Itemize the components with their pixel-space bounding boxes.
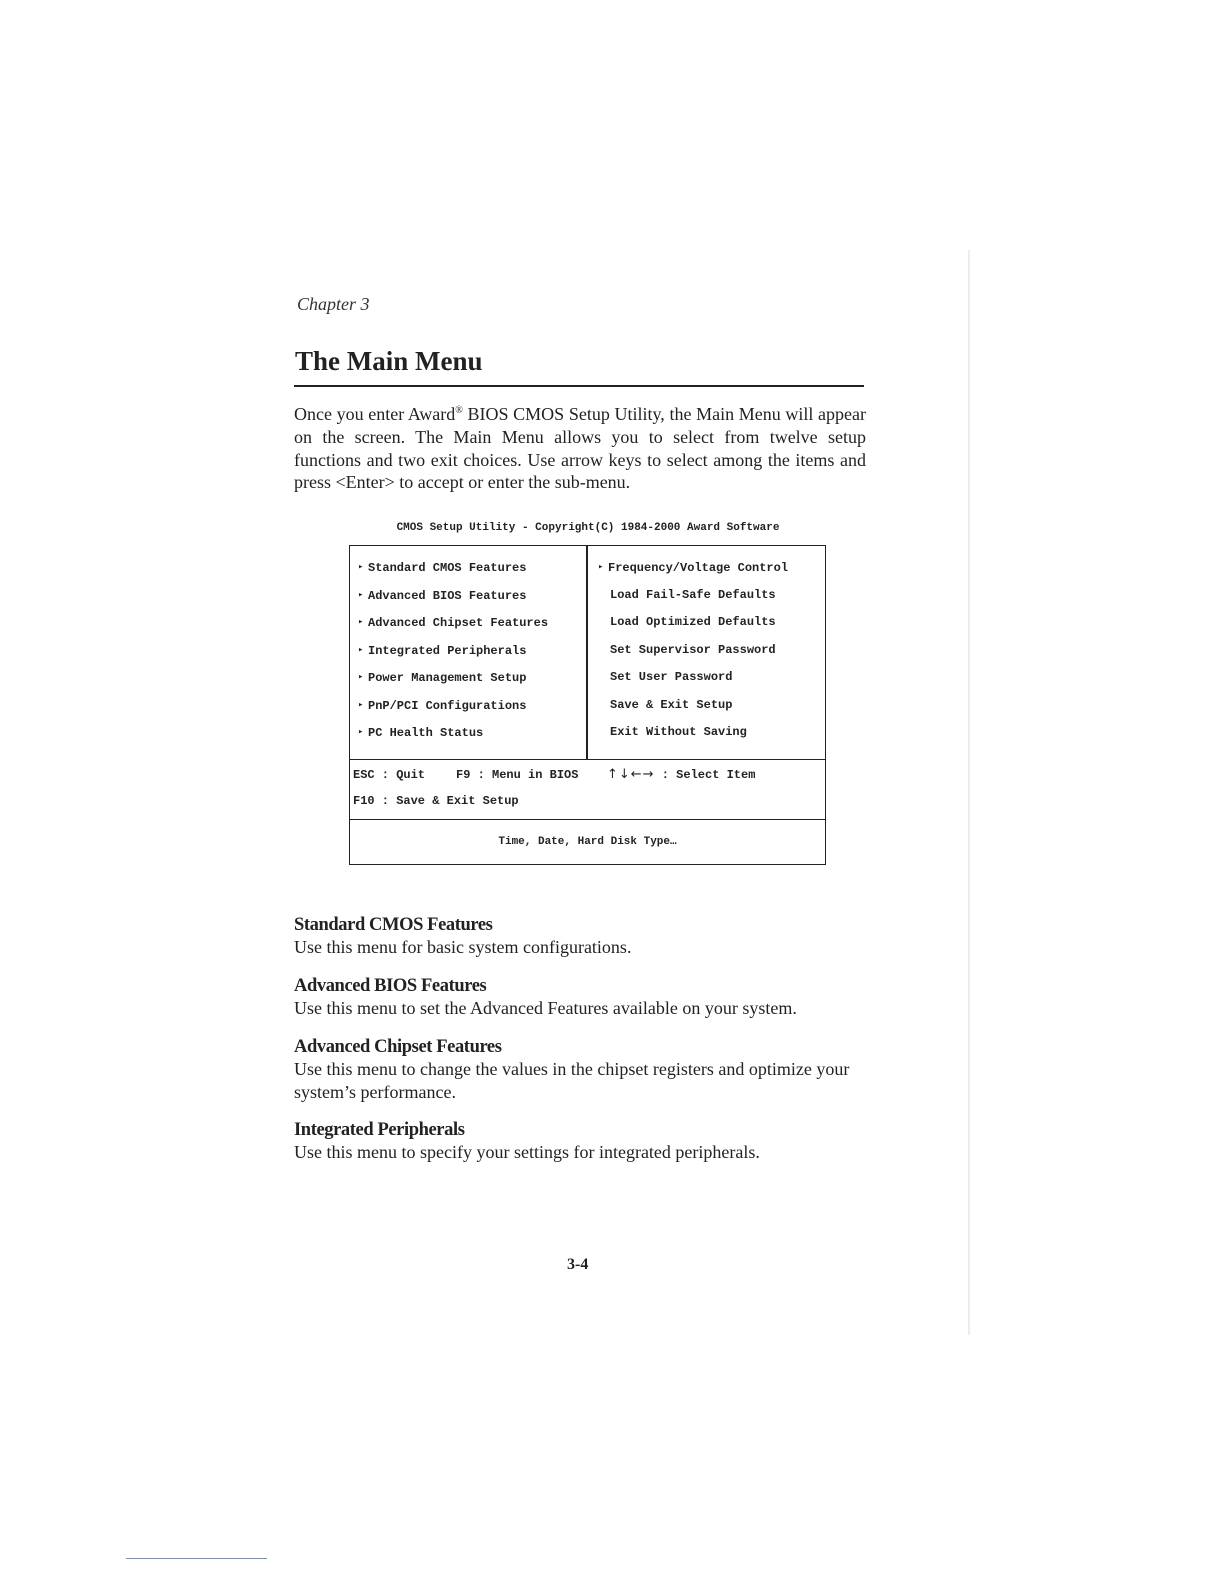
bios-screen	[349, 545, 826, 865]
column-divider	[586, 546, 588, 759]
bios-left-column	[358, 559, 548, 752]
submenu-arrow-icon: ▸	[358, 727, 364, 737]
bios-menu-item[interactable]: ▸ Integrated Peripherals	[358, 643, 527, 658]
submenu-arrow-icon: ▸	[598, 562, 604, 572]
footer-link-underline	[126, 1558, 267, 1559]
bios-menu-item[interactable]: ▸ Frequency/Voltage Control	[598, 561, 789, 575]
bios-menu-item[interactable]: Set User Password	[610, 670, 733, 684]
section-standard-cmos	[294, 914, 866, 959]
page-edge-line	[968, 250, 970, 1335]
bios-menu-item[interactable]: ▸ Power Management Setup	[358, 671, 527, 685]
esc-key-hint: ESC : Quit	[353, 768, 426, 782]
section-heading: Advanced Chipset Features	[294, 1037, 502, 1057]
submenu-arrow-icon: ▸	[358, 589, 364, 600]
key-legend-row	[353, 794, 519, 808]
bios-menu-panel	[350, 546, 825, 760]
section-text: Use this menu to set the Advanced Features available on your system.	[294, 998, 797, 1018]
section-integrated-peripherals	[294, 1119, 866, 1164]
page-title: The Main Menu	[295, 346, 483, 376]
f10-key-hint: F10 : Save & Exit Setup	[353, 794, 519, 808]
section-text: Use this menu to specify your settings for integrated peripherals.	[294, 1142, 760, 1162]
registered-mark: ®	[455, 405, 463, 416]
chapter-label: Chapter 3	[297, 294, 370, 314]
bios-key-legend	[350, 760, 825, 820]
bios-caption: CMOS Setup Utility - Copyright(C) 1984-2000 Award Software	[396, 522, 780, 534]
section-heading: Standard CMOS Features	[294, 915, 493, 935]
bios-menu-item[interactable]: Load Optimized Defaults	[610, 615, 776, 629]
section-heading: Advanced BIOS Features	[294, 976, 487, 996]
section-advanced-bios	[294, 975, 866, 1020]
bios-menu-item[interactable]: ▸ Standard CMOS Features	[358, 561, 527, 575]
f9-key-hint: F9 : Menu in BIOS	[456, 768, 579, 782]
section-text: Use this menu to change the values in the chipset registers and optimize your system’s performance.	[294, 1059, 850, 1102]
select-item-hint: : Select Item	[654, 768, 756, 782]
bios-help-line: Time, Date, Hard Disk Type…	[498, 836, 677, 848]
submenu-arrow-icon: ▸	[358, 644, 364, 655]
submenu-arrow-icon: ▸	[358, 699, 364, 710]
bios-menu-item[interactable]: ▸ PC Health Status	[358, 726, 484, 740]
arrow-keys-icon: ↑↓←→	[607, 767, 655, 782]
bios-menu-item[interactable]: Load Fail-Safe Defaults	[610, 587, 776, 602]
bios-menu-item[interactable]: Save & Exit Setup	[610, 697, 733, 712]
bios-menu-item[interactable]: Set Supervisor Password	[610, 642, 776, 657]
submenu-arrow-icon: ▸	[358, 617, 364, 627]
key-legend-row	[353, 767, 755, 782]
intro-text-rest: BIOS CMOS Setup Utility, the Main Menu will appear on the screen. The Main Menu allows you to select from twelve setup functions and two exit choices. Use arrow keys to select among the items and press <Enter> to accept or enter the sub-menu.	[294, 404, 866, 493]
intro-text-start: Once you enter Award	[294, 404, 456, 424]
section-heading: Integrated Peripherals	[294, 1120, 465, 1140]
submenu-arrow-icon: ▸	[358, 562, 364, 572]
bios-menu-item[interactable]: ▸ Advanced Chipset Features	[358, 616, 549, 630]
title-rule	[294, 385, 864, 387]
page-number: 3-4	[567, 1256, 589, 1273]
bios-right-column	[598, 559, 788, 752]
intro-paragraph	[294, 400, 866, 494]
bios-menu-item[interactable]: Exit Without Saving	[610, 725, 747, 739]
bios-menu-item[interactable]: ▸ PnP/PCI Configurations	[358, 698, 527, 713]
bios-menu-item[interactable]: ▸ Advanced BIOS Features	[358, 588, 527, 603]
submenu-arrow-icon: ▸	[358, 672, 364, 682]
section-advanced-chipset	[294, 1036, 866, 1104]
section-text: Use this menu for basic system configurations.	[294, 937, 632, 957]
